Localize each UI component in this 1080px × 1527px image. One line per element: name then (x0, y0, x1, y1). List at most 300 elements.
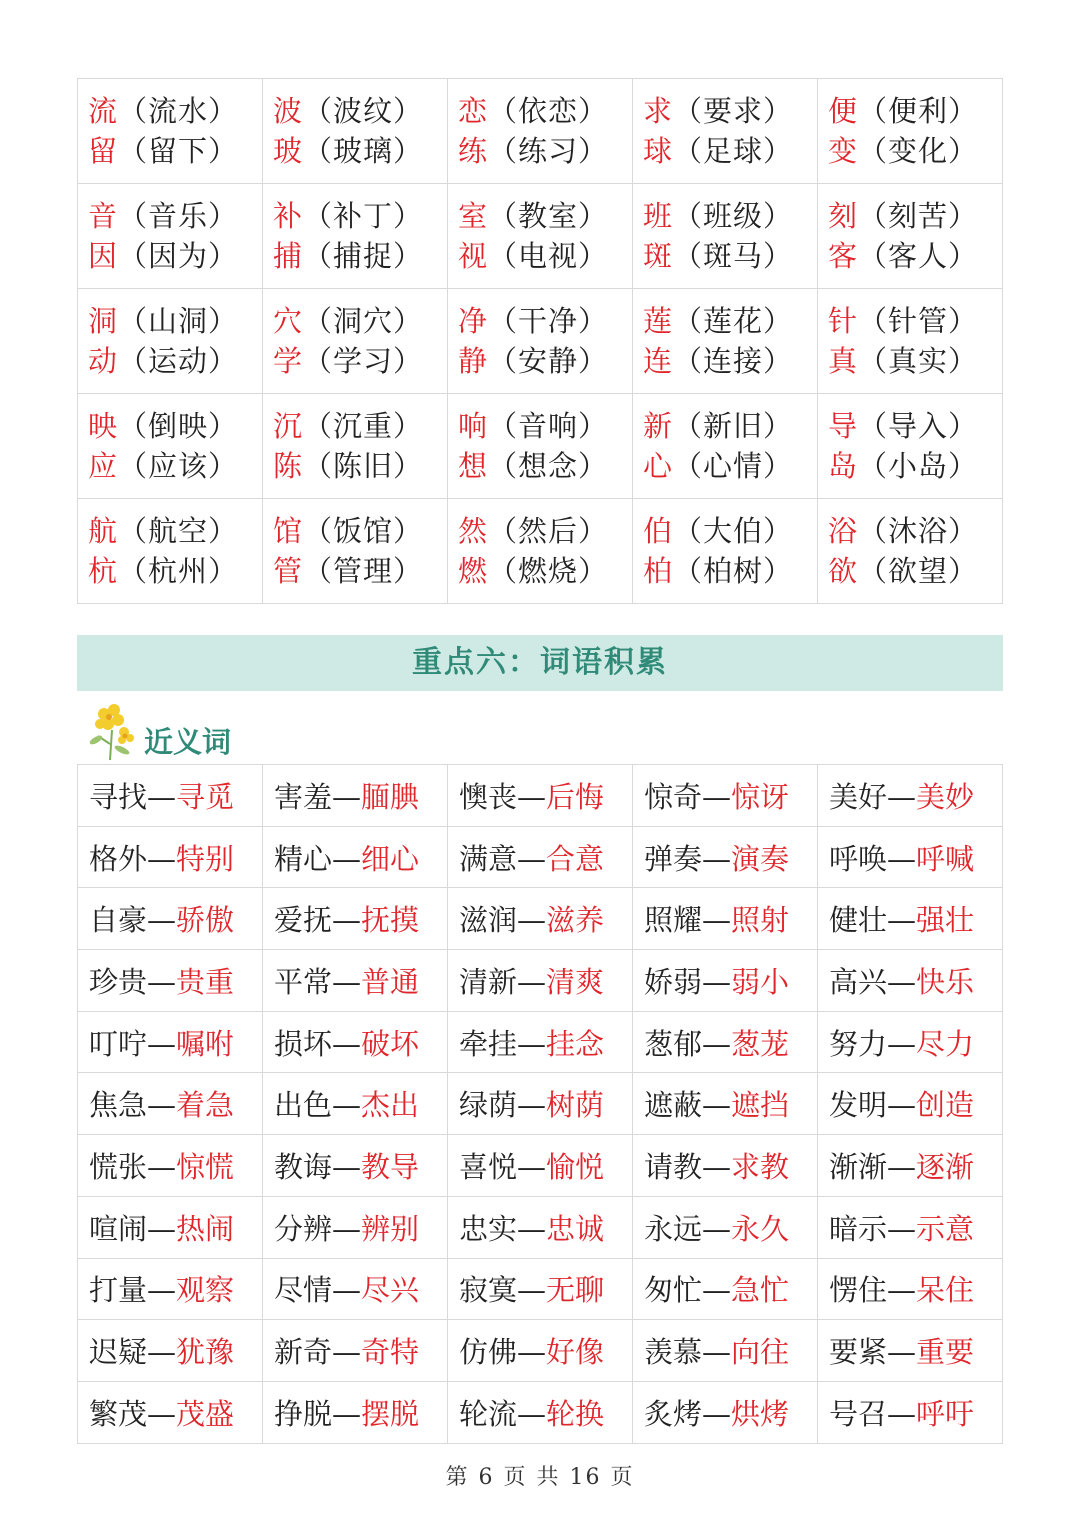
highlight-character: 柏 (643, 554, 674, 588)
close-paren: ） (948, 514, 979, 548)
char-pair-line (643, 236, 817, 276)
char-pair-row (78, 289, 1003, 394)
close-paren: ） (393, 304, 424, 338)
char-pair-line (828, 406, 1002, 446)
synonym-cell (448, 826, 633, 888)
char-pair-cell (448, 394, 633, 499)
highlight-character: 波 (273, 94, 304, 128)
synonym-match: 惊慌 (176, 1149, 235, 1184)
highlight-character: 练 (458, 134, 489, 168)
example-word: 柏树 (703, 554, 764, 588)
close-paren: ） (948, 409, 979, 443)
synonym-dash: — (702, 903, 732, 938)
highlight-character: 玻 (273, 134, 304, 168)
highlight-character: 净 (458, 304, 489, 338)
synonym-dash: — (147, 964, 177, 999)
highlight-character: 航 (88, 514, 119, 548)
highlight-character: 然 (458, 514, 489, 548)
highlight-character: 沉 (273, 409, 304, 443)
close-paren: ） (948, 239, 979, 273)
synonym-word: 美好 (829, 779, 888, 814)
synonym-row (78, 1258, 1003, 1320)
example-word: 练习 (518, 134, 579, 168)
synonym-match: 寻觅 (176, 779, 235, 814)
char-pair-cell (448, 289, 633, 394)
synonym-word: 高兴 (829, 964, 888, 999)
open-paren: （ (118, 344, 149, 378)
synonym-word: 叮咛 (89, 1026, 148, 1061)
synonym-dash: — (887, 779, 917, 814)
synonym-word: 渐渐 (829, 1149, 888, 1184)
char-pair-cell (818, 394, 1003, 499)
example-word: 流水 (148, 94, 209, 128)
synonym-dash: — (147, 841, 177, 876)
open-paren: （ (118, 134, 149, 168)
synonym-cell (263, 1196, 448, 1258)
synonym-cell (818, 1196, 1003, 1258)
highlight-character: 客 (828, 239, 859, 273)
synonym-cell (78, 1381, 263, 1443)
close-paren: ） (208, 449, 239, 483)
synonym-dash: — (887, 1026, 917, 1061)
char-pair-line (643, 341, 817, 381)
synonym-cell (78, 826, 263, 888)
example-word: 管理 (333, 554, 394, 588)
char-pair-line (643, 131, 817, 171)
page-footer: 第 6 页 共 16 页 (445, 1465, 635, 1490)
open-paren: （ (858, 449, 889, 483)
synonym-row (78, 1320, 1003, 1382)
synonym-dash: — (332, 841, 362, 876)
char-pair-cell (78, 289, 263, 394)
synonym-word: 仿佛 (459, 1335, 518, 1370)
char-pair-cell (263, 184, 448, 289)
synonym-dash: — (517, 1211, 547, 1246)
synonym-dash: — (887, 1335, 917, 1370)
close-paren: ） (208, 134, 239, 168)
close-paren: ） (208, 344, 239, 378)
char-pair-line (88, 551, 262, 591)
example-word: 运动 (148, 344, 209, 378)
synonym-match: 细心 (361, 841, 420, 876)
synonym-word: 暗示 (829, 1211, 888, 1246)
highlight-character: 管 (273, 554, 304, 588)
open-paren: （ (673, 344, 704, 378)
open-paren: （ (858, 239, 889, 273)
synonym-match: 忠诚 (546, 1211, 605, 1246)
synonym-cell (448, 888, 633, 950)
char-pair-line (458, 341, 632, 381)
synonym-word: 发明 (829, 1088, 888, 1123)
highlight-character: 应 (88, 449, 119, 483)
synonym-cell (818, 1320, 1003, 1382)
close-paren: ） (763, 199, 794, 233)
synonym-match: 快乐 (916, 964, 975, 999)
close-paren: ） (578, 554, 609, 588)
synonym-word: 请教 (644, 1149, 703, 1184)
synonym-word: 匆忙 (644, 1273, 703, 1308)
synonym-cell (633, 1135, 818, 1197)
synonym-cell (448, 950, 633, 1012)
synonym-word: 平常 (274, 964, 333, 999)
char-pair-line (458, 131, 632, 171)
synonym-cell (263, 1258, 448, 1320)
example-word: 饭馆 (333, 514, 394, 548)
synonym-match: 急忙 (731, 1273, 790, 1308)
synonym-match: 创造 (916, 1088, 975, 1123)
char-pair-line (273, 446, 447, 486)
example-word: 刻苦 (888, 199, 949, 233)
synonym-dash: — (332, 1273, 362, 1308)
highlight-character: 想 (458, 449, 489, 483)
synonym-dash: — (332, 1335, 362, 1370)
close-paren: ） (393, 554, 424, 588)
example-word: 班级 (703, 199, 764, 233)
synonym-match: 示意 (916, 1211, 975, 1246)
char-pair-cell (263, 79, 448, 184)
close-paren: ） (393, 199, 424, 233)
close-paren: ） (763, 554, 794, 588)
example-word: 大伯 (703, 514, 764, 548)
synonym-word: 葱郁 (644, 1026, 703, 1061)
open-paren: （ (858, 94, 889, 128)
synonym-cell (633, 1196, 818, 1258)
synonym-cell (78, 888, 263, 950)
example-word: 连接 (703, 344, 764, 378)
synonym-dash: — (887, 1273, 917, 1308)
char-pair-line (273, 511, 447, 551)
open-paren: （ (488, 409, 519, 443)
synonym-match: 树荫 (546, 1088, 605, 1123)
char-pair-cell (633, 394, 818, 499)
synonym-match: 挂念 (546, 1026, 605, 1061)
synonym-cell (818, 826, 1003, 888)
close-paren: ） (578, 304, 609, 338)
synonym-cell (448, 1073, 633, 1135)
synonym-cell (78, 1258, 263, 1320)
synonym-match: 求教 (731, 1149, 790, 1184)
synonym-cell (633, 1011, 818, 1073)
synonym-match: 着急 (176, 1088, 235, 1123)
synonym-word: 迟疑 (89, 1335, 148, 1370)
open-paren: （ (303, 344, 334, 378)
highlight-character: 捕 (273, 239, 304, 273)
synonym-word: 永远 (644, 1211, 703, 1246)
synonym-match: 美妙 (916, 779, 975, 814)
synonym-match: 贵重 (176, 964, 235, 999)
example-word: 玻璃 (333, 134, 394, 168)
example-word: 沉重 (333, 409, 394, 443)
synonym-dash: — (887, 964, 917, 999)
example-word: 杭州 (148, 554, 209, 588)
char-pair-line (273, 301, 447, 341)
synonym-word: 娇弱 (644, 964, 703, 999)
synonym-dash: — (332, 1149, 362, 1184)
synonym-dash: — (517, 779, 547, 814)
synonym-cell (78, 1320, 263, 1382)
char-pair-cell (818, 79, 1003, 184)
char-pair-cell (263, 289, 448, 394)
char-pair-line (88, 236, 262, 276)
char-pair-cell (263, 394, 448, 499)
example-word: 洞穴 (333, 304, 394, 338)
synonym-row (78, 1073, 1003, 1135)
char-pair-line (643, 301, 817, 341)
synonym-cell (78, 1196, 263, 1258)
similar-characters-table (77, 78, 1003, 604)
example-word: 留下 (148, 134, 209, 168)
char-pair-line (88, 196, 262, 236)
synonym-dash: — (332, 779, 362, 814)
synonym-word: 损坏 (274, 1026, 333, 1061)
close-paren: ） (578, 449, 609, 483)
synonym-cell (263, 888, 448, 950)
synonym-match: 热闹 (176, 1211, 235, 1246)
char-pair-cell (78, 499, 263, 604)
synonym-word: 尽情 (274, 1273, 333, 1308)
example-word: 导入 (888, 409, 949, 443)
synonym-word: 自豪 (89, 903, 148, 938)
example-word: 陈旧 (333, 449, 394, 483)
example-word: 倒映 (148, 409, 209, 443)
synonym-row (78, 888, 1003, 950)
synonym-cell (263, 1073, 448, 1135)
example-word: 变化 (888, 134, 949, 168)
synonym-match: 滋养 (546, 903, 605, 938)
highlight-character: 视 (458, 239, 489, 273)
close-paren: ） (763, 239, 794, 273)
synonym-cell (633, 888, 818, 950)
open-paren: （ (303, 134, 334, 168)
close-paren: ） (208, 199, 239, 233)
synonym-cell (78, 950, 263, 1012)
synonym-match: 后悔 (546, 779, 605, 814)
open-paren: （ (488, 304, 519, 338)
synonym-word: 满意 (459, 841, 518, 876)
close-paren: ） (393, 94, 424, 128)
synonym-match: 清爽 (546, 964, 605, 999)
open-paren: （ (488, 239, 519, 273)
synonym-dash: — (702, 1026, 732, 1061)
synonym-match: 无聊 (546, 1273, 605, 1308)
highlight-character: 因 (88, 239, 119, 273)
open-paren: （ (673, 304, 704, 338)
char-pair-line (828, 196, 1002, 236)
synonym-dash: — (702, 964, 732, 999)
char-pair-cell (633, 79, 818, 184)
open-paren: （ (118, 514, 149, 548)
synonym-word: 号召 (829, 1396, 888, 1431)
synonym-word: 炙烤 (644, 1396, 703, 1431)
example-word: 依恋 (518, 94, 579, 128)
close-paren: ） (578, 134, 609, 168)
synonym-dash: — (887, 1211, 917, 1246)
synonym-cell (818, 950, 1003, 1012)
synonym-dash: — (887, 1396, 917, 1431)
synonym-match: 摆脱 (361, 1396, 420, 1431)
synonym-match: 尽力 (916, 1026, 975, 1061)
open-paren: （ (488, 449, 519, 483)
synonym-word: 绿荫 (459, 1088, 518, 1123)
close-paren: ） (578, 344, 609, 378)
synonym-match: 葱茏 (731, 1026, 790, 1061)
highlight-character: 球 (643, 134, 674, 168)
char-pair-line (828, 511, 1002, 551)
synonym-word: 遮蔽 (644, 1088, 703, 1123)
synonym-dash: — (147, 1149, 177, 1184)
close-paren: ） (763, 94, 794, 128)
synonym-match: 普通 (361, 964, 420, 999)
synonym-dash: — (147, 1396, 177, 1431)
char-pair-line (273, 341, 447, 381)
char-pair-line (643, 406, 817, 446)
example-word: 干净 (518, 304, 579, 338)
open-paren: （ (858, 199, 889, 233)
synonym-match: 好像 (546, 1335, 605, 1370)
synonym-dash: — (517, 964, 547, 999)
open-paren: （ (118, 304, 149, 338)
highlight-character: 映 (88, 409, 119, 443)
highlight-character: 刻 (828, 199, 859, 233)
synonym-word: 忠实 (459, 1211, 518, 1246)
char-pair-line (273, 551, 447, 591)
synonym-match: 惊讶 (731, 779, 790, 814)
example-word: 音乐 (148, 199, 209, 233)
char-pair-cell (78, 184, 263, 289)
close-paren: ） (393, 239, 424, 273)
highlight-character: 响 (458, 409, 489, 443)
char-pair-cell (633, 499, 818, 604)
open-paren: （ (118, 409, 149, 443)
synonym-word: 寂寞 (459, 1273, 518, 1308)
char-pair-line (458, 301, 632, 341)
synonym-match: 抚摸 (361, 903, 420, 938)
char-pair-cell (448, 79, 633, 184)
synonym-cell (448, 1320, 633, 1382)
example-word: 新旧 (703, 409, 764, 443)
example-word: 补丁 (333, 199, 394, 233)
close-paren: ） (948, 554, 979, 588)
char-pair-cell (78, 79, 263, 184)
synonym-word: 分辨 (274, 1211, 333, 1246)
example-word: 音响 (518, 409, 579, 443)
open-paren: （ (118, 554, 149, 588)
char-pair-row (78, 499, 1003, 604)
example-word: 电视 (518, 239, 579, 273)
section-banner (77, 635, 1003, 691)
synonym-row (78, 1135, 1003, 1197)
synonym-cell (263, 1320, 448, 1382)
synonym-cell (633, 950, 818, 1012)
close-paren: ） (208, 554, 239, 588)
open-paren: （ (303, 94, 334, 128)
synonym-cell (633, 1073, 818, 1135)
synonym-dash: — (887, 1088, 917, 1123)
char-pair-line (458, 511, 632, 551)
char-pair-line (828, 446, 1002, 486)
synonym-cell (633, 1381, 818, 1443)
synonym-dash: — (517, 1149, 547, 1184)
highlight-character: 心 (643, 449, 674, 483)
synonym-match: 破坏 (361, 1026, 420, 1061)
open-paren: （ (673, 409, 704, 443)
highlight-character: 莲 (643, 304, 674, 338)
close-paren: ） (763, 514, 794, 548)
highlight-character: 洞 (88, 304, 119, 338)
synonym-match: 茂盛 (176, 1396, 235, 1431)
synonym-word: 滋润 (459, 903, 518, 938)
synonym-word: 弹奏 (644, 841, 703, 876)
synonym-word: 新奇 (274, 1335, 333, 1370)
highlight-character: 变 (828, 134, 859, 168)
char-pair-line (458, 551, 632, 591)
close-paren: ） (578, 514, 609, 548)
synonym-cell (78, 765, 263, 827)
close-paren: ） (208, 304, 239, 338)
synonym-word: 健壮 (829, 903, 888, 938)
close-paren: ） (393, 134, 424, 168)
synonym-cell (263, 1011, 448, 1073)
char-pair-cell (633, 289, 818, 394)
synonym-word: 呼唤 (829, 841, 888, 876)
synonym-dash: — (517, 841, 547, 876)
synonym-dash: — (517, 1396, 547, 1431)
highlight-character: 穴 (273, 304, 304, 338)
example-word: 想念 (518, 449, 579, 483)
synonym-word: 寻找 (89, 779, 148, 814)
open-paren: （ (488, 514, 519, 548)
open-paren: （ (488, 94, 519, 128)
synonym-dash: — (332, 964, 362, 999)
example-word: 心情 (703, 449, 764, 483)
synonym-dash: — (332, 903, 362, 938)
section-title: 重点六：词语积累 (412, 645, 668, 680)
synonym-cell (78, 1011, 263, 1073)
close-paren: ） (208, 94, 239, 128)
example-word: 针管 (888, 304, 949, 338)
char-pair-cell (448, 184, 633, 289)
synonym-cell (818, 765, 1003, 827)
synonym-dash: — (702, 1149, 732, 1184)
synonym-cell (818, 1135, 1003, 1197)
open-paren: （ (118, 94, 149, 128)
char-pair-line (458, 446, 632, 486)
close-paren: ） (578, 409, 609, 443)
synonym-cell (263, 1135, 448, 1197)
close-paren: ） (948, 94, 979, 128)
synonym-match: 尽兴 (361, 1273, 420, 1308)
synonym-word: 格外 (89, 841, 148, 876)
synonym-cell (448, 1196, 633, 1258)
open-paren: （ (858, 344, 889, 378)
char-pair-line (88, 91, 262, 131)
highlight-character: 音 (88, 199, 119, 233)
close-paren: ） (948, 199, 979, 233)
highlight-character: 班 (643, 199, 674, 233)
open-paren: （ (303, 304, 334, 338)
synonym-dash: — (517, 903, 547, 938)
synonym-word: 挣脱 (274, 1396, 333, 1431)
synonym-match: 观察 (176, 1273, 235, 1308)
synonym-match: 永久 (731, 1211, 790, 1246)
close-paren: ） (578, 199, 609, 233)
char-pair-line (828, 91, 1002, 131)
highlight-character: 真 (828, 344, 859, 378)
synonym-match: 呼吁 (916, 1396, 975, 1431)
synonym-word: 繁茂 (89, 1396, 148, 1431)
highlight-character: 伯 (643, 514, 674, 548)
synonym-match: 弱小 (731, 964, 790, 999)
